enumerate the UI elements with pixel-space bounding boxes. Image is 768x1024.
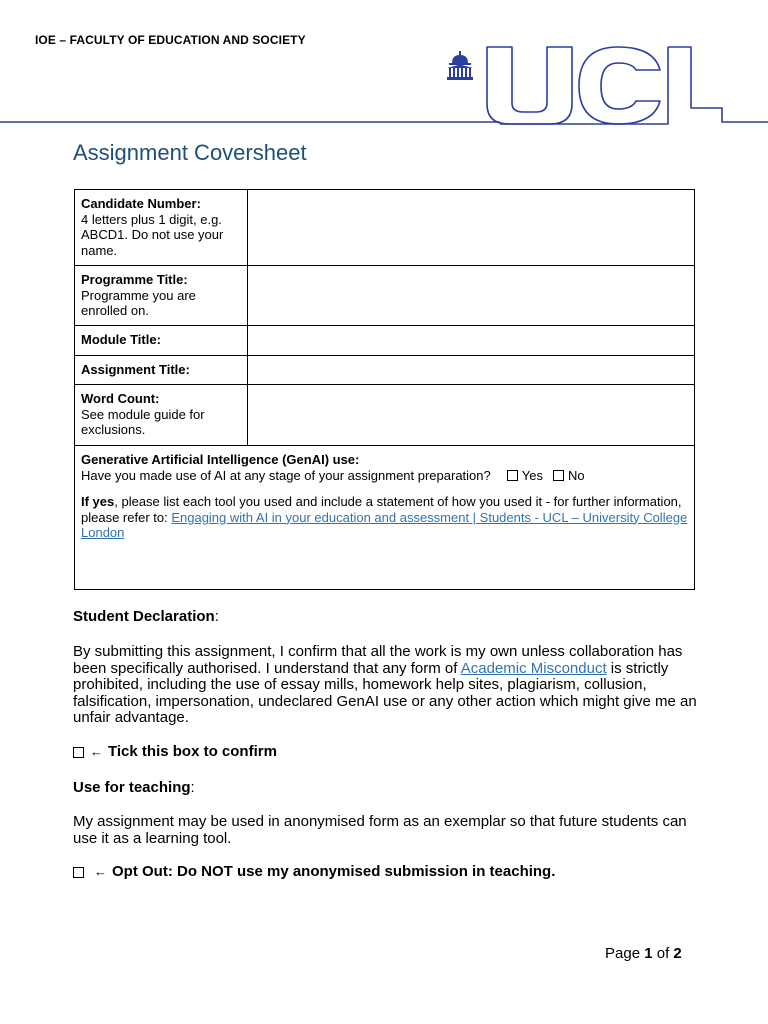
genai-question-row: [81, 468, 688, 484]
page-title: Assignment Coversheet: [73, 140, 307, 165]
genai-yes-option[interactable]: [507, 468, 543, 484]
confirm-label: Tick this box to confirm: [108, 743, 277, 760]
assignment-title-label-cell: [75, 356, 248, 385]
confirm-row[interactable]: [73, 744, 698, 761]
genai-no-checkbox[interactable]: [553, 470, 564, 481]
left-arrow-icon: ←: [90, 744, 103, 759]
genai-section: [75, 446, 695, 590]
programme-title-label-cell: [75, 266, 248, 326]
faculty-header: IOE – FACULTY OF EDUCATION AND SOCIETY: [35, 33, 306, 47]
genai-if-yes-bold: If yes: [81, 494, 115, 509]
opt-out-row[interactable]: [73, 864, 698, 881]
programme-title-label: Programme Title:: [81, 272, 188, 287]
module-title-label: Module Title:: [81, 332, 161, 347]
opt-out-label: Opt Out: Do NOT use my anonymised submission in teaching.: [112, 863, 556, 880]
confirm-checkbox[interactable]: [73, 747, 84, 758]
genai-if-yes-text: , please list each tool you used and include a statement of how you used it - for further information, please refer to:: [81, 494, 682, 525]
word-count-label: Word Count:: [81, 391, 160, 406]
student-declaration-heading: Student Declaration:: [73, 608, 219, 625]
genai-heading: Generative Artificial Intelligence (GenAI) use:: [81, 452, 360, 467]
candidate-number-label-cell: [75, 190, 248, 266]
module-title-field[interactable]: [248, 326, 695, 356]
coversheet-table: [74, 189, 695, 590]
word-count-hint: See module guide for exclusions.: [81, 406, 205, 437]
ucl-logo: [0, 40, 768, 130]
declaration-text: By submitting this assignment, I confirm that all the work is my own unless collaboration has been specifically authorised. I understand that any form of Academic Misconduct is strictly prohibited, including the use of essay mills, homework help sites, plagiarism, collusion, falsification, impersonation, undeclared GenAI use or any other action which might give me an unfair advantage.: [73, 643, 697, 726]
programme-title-hint: Programme you are enrolled on.: [81, 287, 196, 318]
candidate-number-label: Candidate Number:: [81, 196, 201, 211]
ucl-letter-c: [579, 47, 660, 124]
academic-misconduct-link[interactable]: Academic Misconduct: [460, 659, 607, 677]
genai-question: Have you made use of AI at any stage of your assignment preparation?: [81, 467, 491, 483]
genai-no-label: No: [567, 467, 585, 483]
candidate-number-hint: 4 letters plus 1 digit, e.g. ABCD1. Do not use your name.: [81, 211, 224, 258]
left-arrow-icon: ←: [94, 864, 107, 879]
genai-if-yes-paragraph: [81, 494, 688, 541]
portico-dome-icon: [447, 51, 473, 80]
genai-no-option[interactable]: [553, 468, 585, 484]
use-for-teaching-heading: Use for teaching:: [73, 779, 195, 796]
genai-yes-label: Yes: [521, 467, 543, 483]
teaching-text: My assignment may be used in anonymised form as an exemplar so that future students can use it as a learning tool.: [73, 813, 687, 847]
word-count-label-cell: [75, 385, 248, 446]
genai-guidance-link[interactable]: Engaging with AI in your education and assessment | Students - UCL – University College London: [81, 509, 688, 540]
genai-yes-checkbox[interactable]: [507, 470, 518, 481]
word-count-field[interactable]: [248, 385, 695, 446]
page-number: Page 1 of 2: [605, 945, 682, 962]
programme-title-field[interactable]: [248, 266, 695, 326]
ucl-letter-u: [487, 47, 572, 124]
opt-out-checkbox[interactable]: [73, 867, 84, 878]
ucl-letter-l: [668, 47, 768, 122]
candidate-number-field[interactable]: [248, 190, 695, 266]
assignment-title-field[interactable]: [248, 356, 695, 385]
assignment-title-label: Assignment Title:: [81, 362, 190, 377]
module-title-label-cell: [75, 326, 248, 356]
